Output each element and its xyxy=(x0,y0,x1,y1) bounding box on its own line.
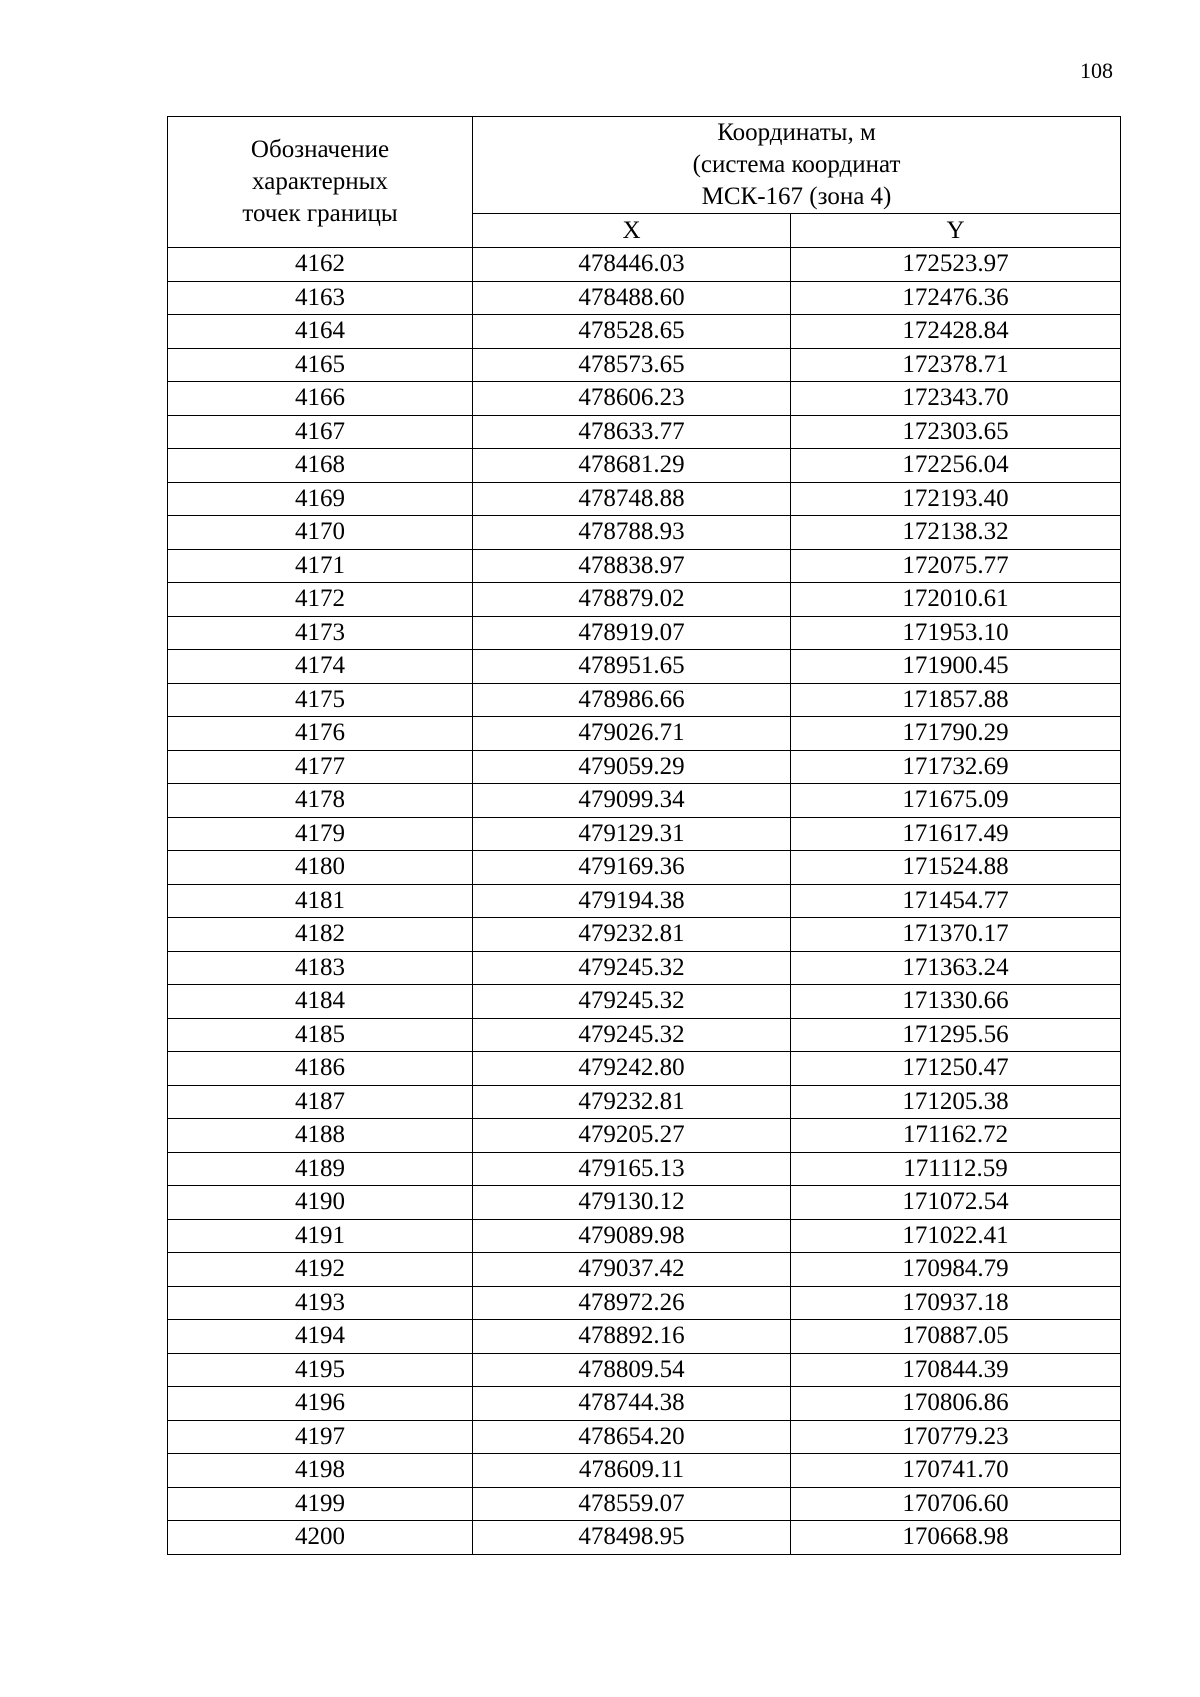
table-body xyxy=(168,248,1121,1555)
point-id-cell: 4168 xyxy=(168,449,473,483)
x-coordinate-cell: 479245.32 xyxy=(473,985,791,1019)
point-id-cell: 4174 xyxy=(168,650,473,684)
table-row xyxy=(168,1119,1121,1153)
x-coordinate-cell: 478609.11 xyxy=(473,1454,791,1488)
table-header xyxy=(168,117,1121,248)
x-coordinate-cell: 478951.65 xyxy=(473,650,791,684)
coords-label-header xyxy=(473,117,1121,214)
x-coordinate-cell: 478498.95 xyxy=(473,1521,791,1555)
point-id-cell: 4192 xyxy=(168,1253,473,1287)
point-id-cell: 4183 xyxy=(168,951,473,985)
table-row xyxy=(168,784,1121,818)
table-row xyxy=(168,817,1121,851)
point-id-cell: 4195 xyxy=(168,1353,473,1387)
y-coordinate-cell: 172476.36 xyxy=(791,281,1121,315)
table-row xyxy=(168,1085,1121,1119)
y-coordinate-cell: 171732.69 xyxy=(791,750,1121,784)
point-id-cell: 4171 xyxy=(168,549,473,583)
table-row xyxy=(168,315,1121,349)
table-row xyxy=(168,1253,1121,1287)
table-row xyxy=(168,1353,1121,1387)
x-coordinate-cell: 479232.81 xyxy=(473,1085,791,1119)
table-row xyxy=(168,616,1121,650)
x-coordinate-cell: 479205.27 xyxy=(473,1119,791,1153)
x-coordinate-cell: 478809.54 xyxy=(473,1353,791,1387)
point-id-cell: 4166 xyxy=(168,382,473,416)
y-coordinate-cell: 171162.72 xyxy=(791,1119,1121,1153)
x-coordinate-cell: 478559.07 xyxy=(473,1487,791,1521)
y-coordinate-cell: 172010.61 xyxy=(791,583,1121,617)
table-row xyxy=(168,884,1121,918)
y-coordinate-cell: 172428.84 xyxy=(791,315,1121,349)
x-coordinate-cell: 478446.03 xyxy=(473,248,791,282)
point-id-cell: 4172 xyxy=(168,583,473,617)
point-id-cell: 4190 xyxy=(168,1186,473,1220)
y-coordinate-cell: 171454.77 xyxy=(791,884,1121,918)
table-row xyxy=(168,583,1121,617)
table-row xyxy=(168,1320,1121,1354)
table-row xyxy=(168,1219,1121,1253)
x-coordinate-cell: 478528.65 xyxy=(473,315,791,349)
table-row xyxy=(168,1487,1121,1521)
point-label-line: характерных xyxy=(252,168,388,195)
y-coordinate-cell: 170887.05 xyxy=(791,1320,1121,1354)
y-coordinate-cell: 171675.09 xyxy=(791,784,1121,818)
point-label-line: Обозначение xyxy=(250,136,390,163)
table-row xyxy=(168,281,1121,315)
y-coordinate-cell: 172075.77 xyxy=(791,549,1121,583)
table-row xyxy=(168,683,1121,717)
point-id-cell: 4197 xyxy=(168,1420,473,1454)
table-row xyxy=(168,851,1121,885)
point-id-cell: 4169 xyxy=(168,482,473,516)
x-coordinate-cell: 479194.38 xyxy=(473,884,791,918)
table-row xyxy=(168,516,1121,550)
coords-label-line: Координаты, м xyxy=(717,119,876,146)
coordinates-table xyxy=(167,116,1121,1555)
x-coordinate-cell: 478788.93 xyxy=(473,516,791,550)
y-coordinate-cell: 171617.49 xyxy=(791,817,1121,851)
table-row xyxy=(168,985,1121,1019)
point-id-cell: 4181 xyxy=(168,884,473,918)
x-coordinate-cell: 479165.13 xyxy=(473,1152,791,1186)
x-coordinate-cell: 479242.80 xyxy=(473,1052,791,1086)
point-id-cell: 4200 xyxy=(168,1521,473,1555)
point-id-cell: 4188 xyxy=(168,1119,473,1153)
point-id-cell: 4191 xyxy=(168,1219,473,1253)
table-row xyxy=(168,1454,1121,1488)
x-coordinate-cell: 479169.36 xyxy=(473,851,791,885)
point-id-cell: 4182 xyxy=(168,918,473,952)
point-label-line: точек границы xyxy=(242,200,398,227)
y-coordinate-cell: 172523.97 xyxy=(791,248,1121,282)
x-coordinate-cell: 479089.98 xyxy=(473,1219,791,1253)
y-coordinate-cell: 171250.47 xyxy=(791,1052,1121,1086)
y-coordinate-cell: 171295.56 xyxy=(791,1018,1121,1052)
table-row xyxy=(168,650,1121,684)
point-id-cell: 4170 xyxy=(168,516,473,550)
x-coordinate-cell: 478654.20 xyxy=(473,1420,791,1454)
y-coordinate-cell: 171205.38 xyxy=(791,1085,1121,1119)
y-coordinate-cell: 172343.70 xyxy=(791,382,1121,416)
table-row xyxy=(168,1152,1121,1186)
point-id-cell: 4196 xyxy=(168,1387,473,1421)
point-id-cell: 4198 xyxy=(168,1454,473,1488)
point-id-cell: 4173 xyxy=(168,616,473,650)
x-coordinate-cell: 479232.81 xyxy=(473,918,791,952)
y-coordinate-cell: 170984.79 xyxy=(791,1253,1121,1287)
point-id-cell: 4163 xyxy=(168,281,473,315)
x-coordinate-cell: 478892.16 xyxy=(473,1320,791,1354)
x-coordinate-cell: 478488.60 xyxy=(473,281,791,315)
point-id-cell: 4176 xyxy=(168,717,473,751)
point-id-cell: 4164 xyxy=(168,315,473,349)
table-row xyxy=(168,1387,1121,1421)
x-coordinate-cell: 478972.26 xyxy=(473,1286,791,1320)
point-id-cell: 4184 xyxy=(168,985,473,1019)
x-coordinate-cell: 479130.12 xyxy=(473,1186,791,1220)
point-id-cell: 4180 xyxy=(168,851,473,885)
point-id-cell: 4186 xyxy=(168,1052,473,1086)
y-coordinate-cell: 171363.24 xyxy=(791,951,1121,985)
table-row xyxy=(168,482,1121,516)
table-row xyxy=(168,717,1121,751)
y-coordinate-cell: 170741.70 xyxy=(791,1454,1121,1488)
point-id-cell: 4199 xyxy=(168,1487,473,1521)
x-coordinate-cell: 479129.31 xyxy=(473,817,791,851)
y-coordinate-cell: 170937.18 xyxy=(791,1286,1121,1320)
point-id-cell: 4193 xyxy=(168,1286,473,1320)
table-row xyxy=(168,549,1121,583)
y-coordinate-cell: 171370.17 xyxy=(791,918,1121,952)
x-coordinate-cell: 479099.34 xyxy=(473,784,791,818)
table-row xyxy=(168,1052,1121,1086)
point-id-cell: 4178 xyxy=(168,784,473,818)
y-coordinate-cell: 170779.23 xyxy=(791,1420,1121,1454)
x-coordinate-cell: 479245.32 xyxy=(473,1018,791,1052)
y-coordinate-cell: 171857.88 xyxy=(791,683,1121,717)
coords-label-line: МСК-167 (зона 4) xyxy=(701,183,892,210)
x-coordinate-cell: 479026.71 xyxy=(473,717,791,751)
page-number: 108 xyxy=(1080,58,1113,83)
x-coordinate-cell: 478919.07 xyxy=(473,616,791,650)
table-row xyxy=(168,1186,1121,1220)
coords-label-line: (система координат xyxy=(692,151,901,178)
y-coordinate-cell: 171900.45 xyxy=(791,650,1121,684)
table-row xyxy=(168,918,1121,952)
table-row xyxy=(168,382,1121,416)
y-coordinate-cell: 171072.54 xyxy=(791,1186,1121,1220)
table-row xyxy=(168,1286,1121,1320)
y-coordinate-cell: 172193.40 xyxy=(791,482,1121,516)
point-id-cell: 4167 xyxy=(168,415,473,449)
y-coordinate-cell: 170706.60 xyxy=(791,1487,1121,1521)
table-row xyxy=(168,750,1121,784)
y-coordinate-cell: 171022.41 xyxy=(791,1219,1121,1253)
point-id-cell: 4177 xyxy=(168,750,473,784)
point-id-cell: 4175 xyxy=(168,683,473,717)
y-coordinate-cell: 170844.39 xyxy=(791,1353,1121,1387)
point-label-header xyxy=(168,117,473,248)
x-coordinate-cell: 479037.42 xyxy=(473,1253,791,1287)
point-id-cell: 4179 xyxy=(168,817,473,851)
x-coordinate-cell: 478744.38 xyxy=(473,1387,791,1421)
x-coordinate-cell: 478606.23 xyxy=(473,382,791,416)
x-coordinate-cell: 479059.29 xyxy=(473,750,791,784)
y-coordinate-cell: 171330.66 xyxy=(791,985,1121,1019)
x-coordinate-cell: 478748.88 xyxy=(473,482,791,516)
table-row xyxy=(168,1018,1121,1052)
y-coordinate-cell: 171524.88 xyxy=(791,851,1121,885)
x-coordinate-cell: 478573.65 xyxy=(473,348,791,382)
y-coordinate-cell: 172378.71 xyxy=(791,348,1121,382)
point-id-cell: 4194 xyxy=(168,1320,473,1354)
table-row xyxy=(168,449,1121,483)
y-coordinate-cell: 171112.59 xyxy=(791,1152,1121,1186)
x-coordinate-cell: 478838.97 xyxy=(473,549,791,583)
x-coordinate-cell: 478681.29 xyxy=(473,449,791,483)
y-coordinate-cell: 170806.86 xyxy=(791,1387,1121,1421)
y-column-header: Y xyxy=(791,214,1121,248)
y-coordinate-cell: 172256.04 xyxy=(791,449,1121,483)
y-coordinate-cell: 172138.32 xyxy=(791,516,1121,550)
table-row xyxy=(168,951,1121,985)
point-id-cell: 4165 xyxy=(168,348,473,382)
table-row xyxy=(168,1521,1121,1555)
y-coordinate-cell: 171790.29 xyxy=(791,717,1121,751)
point-id-cell: 4187 xyxy=(168,1085,473,1119)
table-row xyxy=(168,1420,1121,1454)
y-coordinate-cell: 171953.10 xyxy=(791,616,1121,650)
y-coordinate-cell: 170668.98 xyxy=(791,1521,1121,1555)
table-row xyxy=(168,348,1121,382)
y-coordinate-cell: 172303.65 xyxy=(791,415,1121,449)
point-id-cell: 4185 xyxy=(168,1018,473,1052)
x-coordinate-cell: 479245.32 xyxy=(473,951,791,985)
table-row xyxy=(168,415,1121,449)
point-id-cell: 4162 xyxy=(168,248,473,282)
point-id-cell: 4189 xyxy=(168,1152,473,1186)
x-coordinate-cell: 478633.77 xyxy=(473,415,791,449)
table-row xyxy=(168,248,1121,282)
x-coordinate-cell: 478879.02 xyxy=(473,583,791,617)
x-coordinate-cell: 478986.66 xyxy=(473,683,791,717)
x-column-header: X xyxy=(473,214,791,248)
